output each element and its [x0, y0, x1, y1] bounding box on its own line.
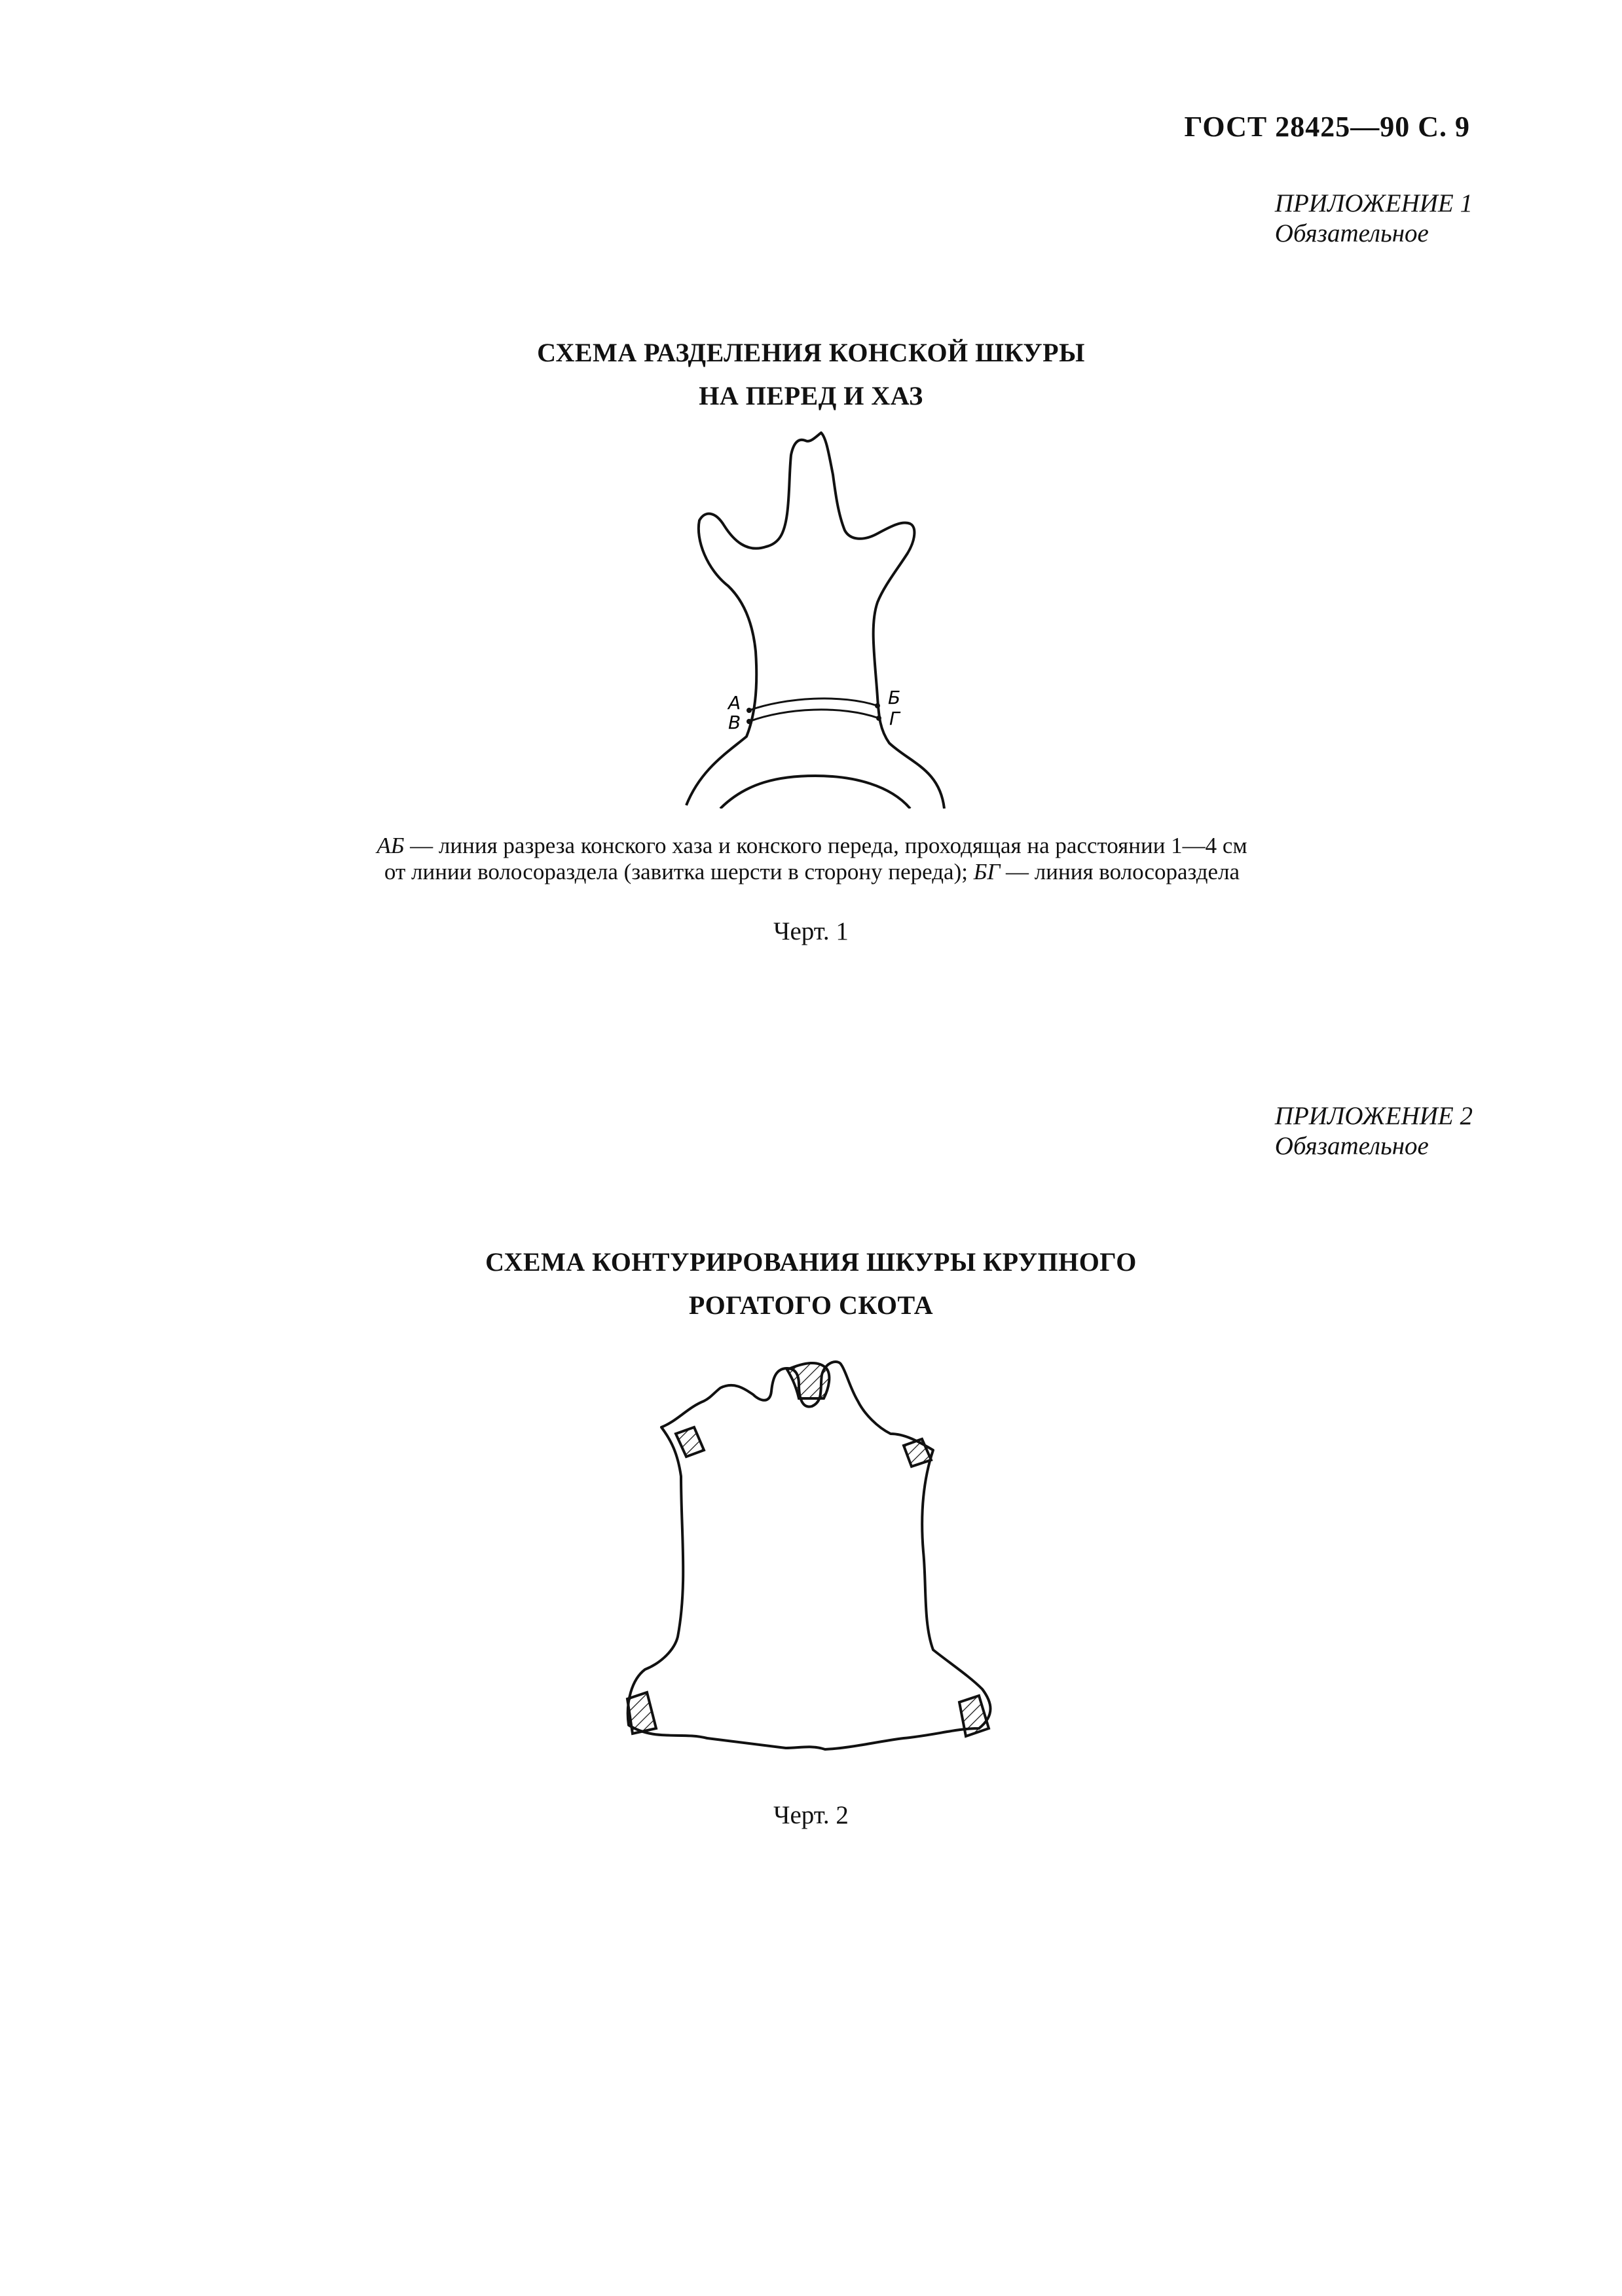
point-a	[746, 708, 752, 713]
section-1-title-line2: НА ПЕРЕД И ХАЗ	[699, 381, 923, 410]
page-header: ГОСТ 28425—90 С. 9	[1184, 111, 1470, 143]
section-1-title-line1: СХЕМА РАЗДЕЛЕНИЯ КОНСКОЙ ШКУРЫ	[537, 338, 1085, 367]
legend-line-2	[314, 859, 1310, 885]
point-b	[875, 703, 880, 708]
head-hatched-area	[787, 1363, 829, 1398]
legend-line-1	[314, 833, 1310, 859]
point-b-label: Б	[888, 687, 901, 708]
point-v-label: В	[728, 712, 741, 733]
figure-1-caption: Черт. 1	[773, 917, 849, 945]
right-hind-leg-hatch	[959, 1696, 989, 1736]
point-v	[746, 719, 752, 724]
appendix-2-status: Обязательное	[1274, 1132, 1429, 1160]
legend-ab-term: АБ	[377, 833, 405, 858]
figure-1-legend	[314, 833, 1310, 885]
figure-2-caption: Черт. 2	[773, 1801, 849, 1829]
appendix-2-block	[1275, 1101, 1473, 1161]
line-vg	[749, 710, 879, 721]
left-front-leg-hatch	[676, 1427, 704, 1457]
legend-line2-text: от линии волосораздела (завитка шерсти в сторону переда);	[384, 859, 974, 884]
cattle-hide-outline	[628, 1362, 991, 1749]
section-1-title	[0, 331, 1622, 418]
legend-bg-text: — линия волосораздела	[1000, 859, 1240, 884]
appendix-1-status: Обязательное	[1274, 219, 1429, 247]
section-2-title	[0, 1241, 1622, 1327]
appendix-1-label: ПРИЛОЖЕНИЕ 1	[1274, 189, 1473, 217]
legend-bg-term: БГ	[973, 859, 1001, 884]
cattle-hide-figure	[616, 1336, 1015, 1768]
left-hind-leg-hatch	[627, 1692, 656, 1734]
horse-hide-bottom-curve	[720, 776, 910, 809]
legend-ab-text: — линия разреза конского хаза и конского переда, проходящая на расстоянии 1—4 см	[404, 833, 1247, 858]
point-g-label: Г	[889, 708, 900, 729]
appendix-1-block	[1275, 189, 1473, 249]
section-2-title-line2: РОГАТОГО СКОТА	[688, 1290, 934, 1320]
right-front-leg-hatch	[904, 1439, 931, 1467]
point-g	[876, 716, 881, 721]
appendix-2-label: ПРИЛОЖЕНИЕ 2	[1274, 1102, 1473, 1130]
point-a-label: А	[728, 692, 741, 714]
section-2-title-line1: СХЕМА КОНТУРИРОВАНИЯ ШКУРЫ КРУПНОГО	[485, 1247, 1137, 1277]
line-ab	[749, 699, 877, 710]
horse-hide-figure	[681, 429, 956, 809]
horse-hide-outline	[686, 433, 944, 809]
